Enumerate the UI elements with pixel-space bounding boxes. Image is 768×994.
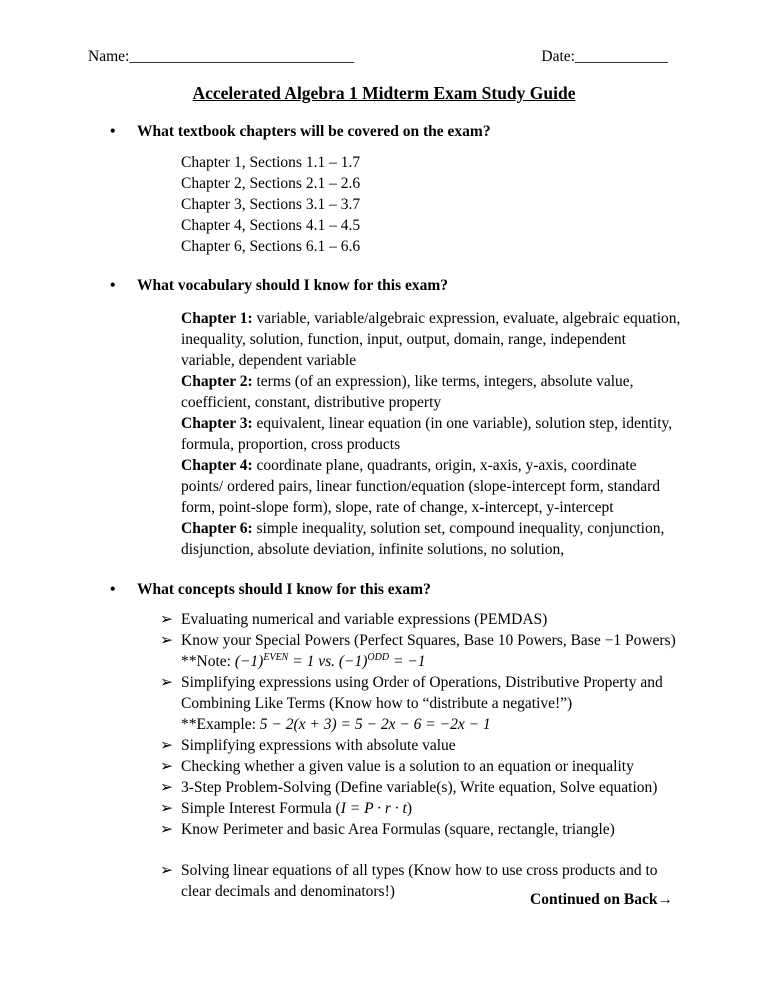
vocab-chapter-label: Chapter 2: [181, 373, 253, 390]
bullet-icon: • [110, 581, 116, 598]
vocab-terms: coordinate plane, quadrants, origin, x-axis, y-axis, coordinate points/ ordered pairs, linear function/equation (slope-intercept form, standard form, point-slope form), slope, rate of change, x-intercept, y-intercept [181, 457, 661, 516]
continued-on-back: Continued on Back→ [530, 891, 673, 908]
note-prefix: **Note: [181, 653, 235, 670]
question-text: What vocabulary should I know for this exam? [137, 277, 449, 294]
concept-text: Evaluating numerical and variable expressions (PEMDAS) [181, 611, 548, 628]
vocab-chapter-label: Chapter 3: [181, 415, 253, 432]
concept-text: Solving linear equations of all types (Know how to use cross products and to clear decimals and denominators!) [181, 862, 658, 900]
vocab-terms: simple inequality, solution set, compound inequality, conjunction, disjunction, absolute deviation, infinite solutions, no solution, [181, 520, 665, 558]
vocab-item [181, 455, 681, 518]
vocab-list [181, 308, 681, 560]
note-exponent-even: EVEN [263, 651, 289, 663]
arrow-bullet-icon: ➢ [160, 779, 173, 796]
concept-list [160, 609, 680, 902]
example-math: 5 − 2(x + 3) = 5 − 2x − 6 = −2x − 1 [259, 716, 491, 733]
vocab-item [181, 308, 681, 371]
concept-suffix: ) [406, 800, 413, 817]
concept-text: Know your Special Powers (Perfect Squares, Base 10 Powers, Base −1 Powers) [181, 632, 676, 649]
arrow-bullet-icon: ➢ [160, 821, 173, 838]
concept-text: Checking whether a given value is a solution to an equation or inequality [181, 758, 634, 775]
vocab-terms: equivalent, linear equation (in one variable), solution step, identity, formula, proportion, cross products [181, 415, 673, 453]
question-text: What concepts should I know for this exam? [137, 581, 431, 598]
vocab-item [181, 518, 681, 560]
example-note [160, 714, 680, 735]
arrow-bullet-icon: ➢ [160, 862, 173, 879]
header-row [88, 46, 668, 68]
vocab-item [181, 413, 681, 455]
concept-item [160, 756, 680, 777]
chapter-item: Chapter 2, Sections 2.1 – 2.6 [181, 175, 361, 192]
chapter-item: Chapter 4, Sections 4.1 – 4.5 [181, 217, 361, 234]
concept-text: Simplifying expressions with absolute value [181, 737, 456, 754]
question-text: What textbook chapters will be covered on the exam? [137, 123, 491, 140]
vocab-terms: terms (of an expression), like terms, integers, absolute value, coefficient, constant, distributive property [181, 373, 634, 411]
page-title: Accelerated Algebra 1 Midterm Exam Study Guide [192, 83, 576, 103]
chapter-item: Chapter 6, Sections 6.1 – 6.6 [181, 238, 361, 255]
bullet-icon: • [110, 277, 116, 294]
arrow-bullet-icon: ➢ [160, 611, 173, 628]
chapter-list [181, 152, 360, 257]
note-exponent-odd: ODD [367, 651, 390, 663]
arrow-bullet-icon: ➢ [160, 800, 173, 817]
concept-text: Know Perimeter and basic Area Formulas (square, rectangle, triangle) [181, 821, 615, 838]
arrow-bullet-icon: ➢ [160, 737, 173, 754]
note-base: (−1) [234, 653, 264, 670]
interest-formula: I = P · r · t [340, 800, 407, 817]
concept-item [160, 672, 680, 714]
concept-item [160, 630, 680, 651]
concept-item [160, 819, 680, 840]
arrow-bullet-icon: ➢ [160, 674, 173, 691]
special-powers-note [160, 651, 680, 672]
vocab-terms: variable, variable/algebraic expression, evaluate, algebraic equation, inequality, solution, function, input, output, domain, range, independent variable, dependent variable [181, 310, 681, 369]
date-field[interactable]: Date:____________ [541, 48, 668, 65]
concept-item [160, 798, 680, 819]
vocab-chapter-label: Chapter 6: [181, 520, 253, 537]
name-field[interactable]: Name:_____________________________ [88, 48, 355, 65]
vocab-item [181, 371, 681, 413]
note-middle: = 1 vs. (−1) [288, 653, 368, 670]
spacer [160, 840, 680, 860]
vocab-chapter-label: Chapter 4: [181, 457, 253, 474]
example-prefix: **Example: [181, 716, 260, 733]
concept-text: 3-Step Problem-Solving (Define variable(s), Write equation, Solve equation) [181, 779, 658, 796]
concept-item [160, 735, 680, 756]
arrow-bullet-icon: ➢ [160, 758, 173, 775]
concept-prefix: Simple Interest Formula ( [181, 800, 341, 817]
note-end: = −1 [389, 653, 426, 670]
chapter-item: Chapter 3, Sections 3.1 – 3.7 [181, 196, 361, 213]
vocab-chapter-label: Chapter 1: [181, 310, 253, 327]
bullet-icon: • [110, 123, 116, 140]
arrow-bullet-icon: ➢ [160, 632, 173, 649]
concept-text: Simplifying expressions using Order of Operations, Distributive Property and Combining Like Terms (Know how to “distribute a negative!”) [181, 674, 663, 712]
chapter-item: Chapter 1, Sections 1.1 – 1.7 [181, 154, 361, 171]
concept-item [160, 609, 680, 630]
concept-item [160, 777, 680, 798]
